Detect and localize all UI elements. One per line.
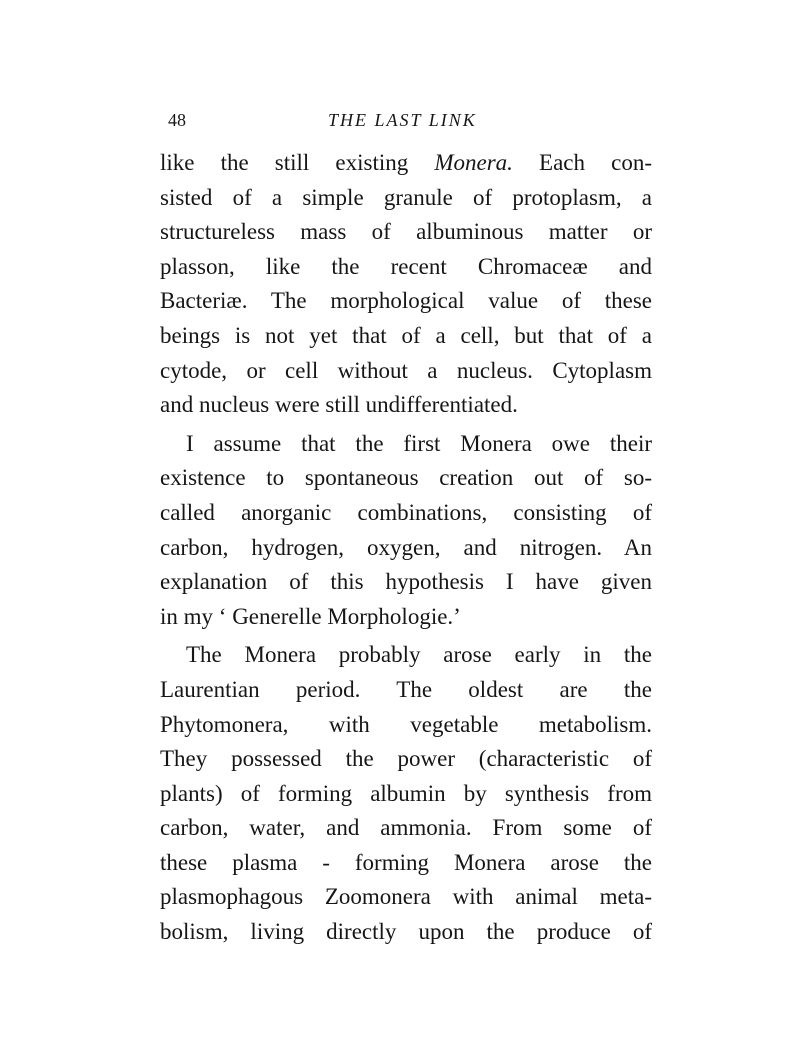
- running-head: THE LAST LINK: [328, 110, 477, 130]
- text-line: beings is not yet that of a cell, but that of a: [160, 322, 652, 348]
- text-line: plasmophagous Zoomonera with animal meta-: [160, 884, 652, 910]
- text-line: plants) of forming albumin by synthesis from: [160, 780, 652, 806]
- body-text: [160, 146, 652, 950]
- text-line: [160, 146, 652, 181]
- paragraph-1: [160, 146, 652, 423]
- text-run: Each con-: [512, 150, 652, 175]
- text-line: They possessed the power (characteristic of: [160, 746, 652, 772]
- text-line: I assume that the first Monera owe their: [186, 430, 652, 456]
- text-line: called anorganic combinations, consisting of: [160, 499, 652, 525]
- text-line: carbon, hydrogen, oxygen, and nitrogen. An: [160, 534, 652, 560]
- text-line: bolism, living directly upon the produce of: [160, 919, 652, 945]
- text-line: sisted of a simple granule of protoplasm, a: [160, 184, 652, 210]
- text-line: these plasma - forming Monera arose the: [160, 849, 652, 875]
- paragraph-2: [160, 427, 652, 635]
- text-run: like the still existing: [160, 150, 435, 175]
- text-line: carbon, water, and ammonia. From some of: [160, 815, 652, 841]
- text-line: and nucleus were still undifferentiated.: [160, 392, 518, 418]
- italic-term: Monera.: [434, 150, 513, 175]
- text-line: plasson, like the recent Chromaceæ and: [160, 253, 652, 279]
- text-line: Laurentian period. The oldest are the: [160, 676, 652, 702]
- text-line: existence to spontaneous creation out of so-: [160, 465, 652, 491]
- text-line: The Monera probably arose early in the: [186, 642, 652, 668]
- text-line: Bacteriæ. The morphological value of these: [160, 288, 652, 314]
- page-number: 48: [168, 110, 186, 130]
- text-line: cytode, or cell without a nucleus. Cytoplasm: [160, 357, 652, 383]
- text-line: explanation of this hypothesis I have given: [160, 569, 652, 595]
- text-line: structureless mass of albuminous matter or: [160, 219, 652, 245]
- text-line: in my ‘ Generelle Morphologie.’: [160, 603, 461, 629]
- page-header: [160, 105, 656, 135]
- paragraph-3: [160, 638, 652, 949]
- text-line: Phytomonera, with vegetable metabolism.: [160, 711, 652, 737]
